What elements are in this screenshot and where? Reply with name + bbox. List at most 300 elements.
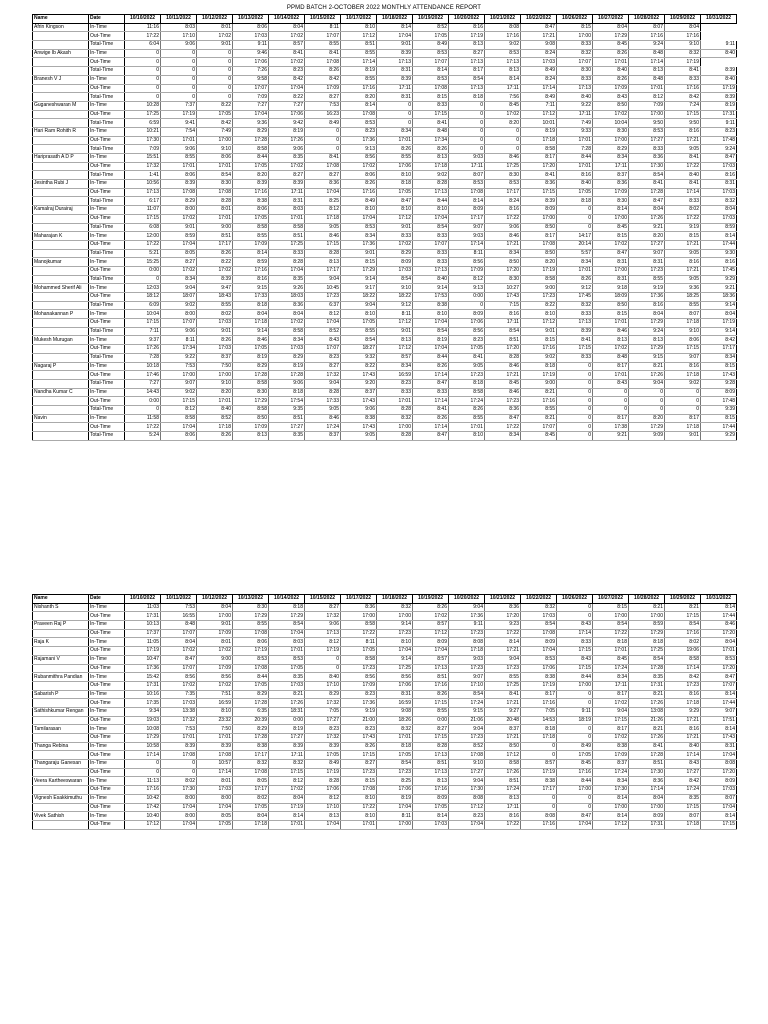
time-cell: 10:45: [305, 284, 341, 293]
time-cell: 8:53: [449, 180, 485, 189]
time-cell: 0: [521, 742, 557, 751]
time-cell: 8:32: [377, 725, 413, 734]
time-cell: 7:37: [161, 101, 197, 110]
row-type-label: In-Time: [89, 101, 125, 110]
row-type-label: Out-Time: [89, 293, 125, 302]
name-cell: [33, 751, 89, 760]
time-cell: 8:57: [269, 41, 305, 50]
time-cell: 8:18: [269, 603, 305, 612]
time-cell: 9:03: [449, 154, 485, 163]
time-cell: 17:03: [197, 345, 233, 354]
time-cell: 8:16: [665, 690, 701, 699]
time-cell: 8:41: [305, 49, 341, 58]
time-cell: 8:44: [233, 154, 269, 163]
time-cell: 8:17: [593, 362, 629, 371]
time-cell: 8:44: [557, 777, 593, 786]
time-cell: 17:18: [665, 699, 701, 708]
time-cell: 17:16: [665, 629, 701, 638]
time-cell: 8:52: [449, 742, 485, 751]
row-type-label: Total-Time: [89, 171, 125, 180]
time-cell: 8:58: [161, 414, 197, 423]
time-cell: 8:53: [629, 127, 665, 136]
time-cell: 8:58: [449, 388, 485, 397]
time-cell: 8:58: [233, 145, 269, 154]
time-cell: 17:13: [413, 768, 449, 777]
time-cell: 13:08: [629, 707, 665, 716]
date-header: 10/20/2022: [449, 595, 485, 604]
time-cell: 17:28: [233, 699, 269, 708]
time-cell: 17:28: [629, 188, 665, 197]
table-row: [33, 734, 737, 743]
time-cell: 17:24: [449, 699, 485, 708]
employee-name: Hari Ram Rohith R: [33, 127, 89, 136]
table-row: [33, 258, 737, 267]
time-cell: 21:00: [341, 716, 377, 725]
time-cell: 17:03: [197, 319, 233, 328]
time-cell: 0:00: [449, 293, 485, 302]
time-cell: 17:01: [557, 266, 593, 275]
time-cell: 0: [197, 84, 233, 93]
table-row: [33, 110, 737, 119]
table-row: [33, 49, 737, 58]
table-row: [33, 794, 737, 803]
time-cell: 9:35: [269, 405, 305, 414]
time-cell: 8:47: [593, 249, 629, 258]
time-cell: 8:23: [341, 127, 377, 136]
time-cell: 17:31: [629, 681, 665, 690]
time-cell: 8:48: [629, 75, 665, 84]
time-cell: 17:28: [629, 664, 665, 673]
time-cell: 17:28: [233, 371, 269, 380]
time-cell: 17:22: [341, 629, 377, 638]
time-cell: 0: [125, 760, 161, 769]
time-cell: 17:09: [593, 751, 629, 760]
time-cell: 8:09: [521, 638, 557, 647]
time-cell: 8:33: [665, 197, 701, 206]
time-cell: 8:04: [701, 206, 737, 215]
time-cell: 8:12: [305, 206, 341, 215]
time-cell: 8:19: [521, 127, 557, 136]
time-cell: 0: [665, 388, 701, 397]
name-cell: [33, 223, 89, 232]
table-row: [33, 32, 737, 41]
time-cell: 8:32: [377, 414, 413, 423]
time-cell: 8:33: [377, 232, 413, 241]
time-cell: 17:04: [377, 32, 413, 41]
time-cell: 8:34: [377, 127, 413, 136]
time-cell: 18:07: [161, 293, 197, 302]
time-cell: 8:06: [341, 171, 377, 180]
time-cell: 17:18: [233, 820, 269, 829]
time-cell: 17:05: [233, 681, 269, 690]
time-cell: 8:13: [629, 336, 665, 345]
time-cell: 9:36: [665, 284, 701, 293]
time-cell: 17:00: [197, 371, 233, 380]
time-cell: 8:32: [233, 760, 269, 769]
row-type-label: Total-Time: [89, 405, 125, 414]
time-cell: 8:14: [701, 232, 737, 241]
time-cell: 17:10: [305, 803, 341, 812]
time-cell: 17:12: [341, 32, 377, 41]
time-cell: 17:21: [485, 734, 521, 743]
time-cell: 17:16: [125, 786, 161, 795]
time-cell: 18:25: [665, 293, 701, 302]
name-cell: [33, 214, 89, 223]
time-cell: 8:41: [413, 405, 449, 414]
time-cell: 8:37: [197, 353, 233, 362]
time-cell: 17:14: [665, 751, 701, 760]
time-cell: 9:47: [197, 284, 233, 293]
time-cell: 8:14: [485, 638, 521, 647]
time-cell: 8:55: [341, 75, 377, 84]
time-cell: 12:00: [125, 232, 161, 241]
table-row: [33, 240, 737, 249]
time-cell: 9:29: [701, 432, 737, 441]
time-cell: 8:54: [341, 336, 377, 345]
time-cell: 8:16: [665, 362, 701, 371]
time-cell: 8:58: [233, 405, 269, 414]
time-cell: 8:07: [665, 812, 701, 821]
time-cell: 17:11: [485, 84, 521, 93]
time-cell: 8:45: [485, 379, 521, 388]
time-cell: 9:18: [593, 284, 629, 293]
time-cell: 8:36: [629, 777, 665, 786]
time-cell: 8:09: [449, 206, 485, 215]
table-row: [33, 414, 737, 423]
time-cell: 11:07: [125, 206, 161, 215]
time-cell: 8:54: [197, 171, 233, 180]
time-cell: 8:28: [413, 180, 449, 189]
time-cell: 17:06: [521, 664, 557, 673]
row-type-label: In-Time: [89, 760, 125, 769]
time-cell: 8:21: [521, 414, 557, 423]
time-cell: 17:19: [233, 647, 269, 656]
time-cell: 17:18: [665, 423, 701, 432]
time-cell: 17:13: [557, 319, 593, 328]
time-cell: 17:19: [665, 58, 701, 67]
time-cell: 8:58: [341, 655, 377, 664]
time-cell: 8:40: [665, 171, 701, 180]
time-cell: 8:22: [197, 101, 233, 110]
time-cell: 17:02: [413, 612, 449, 621]
time-cell: 8:10: [521, 310, 557, 319]
time-cell: 8:14: [701, 725, 737, 734]
time-cell: 17:02: [593, 699, 629, 708]
time-cell: 8:21: [629, 690, 665, 699]
time-cell: 8:16: [665, 725, 701, 734]
time-cell: 17:08: [233, 664, 269, 673]
name-cell: [33, 162, 89, 171]
time-cell: 8:41: [449, 353, 485, 362]
time-cell: 8:15: [521, 336, 557, 345]
time-cell: 8:10: [413, 206, 449, 215]
time-cell: 8:33: [413, 101, 449, 110]
time-cell: 17:13: [305, 629, 341, 638]
employee-name: Rajamani V: [33, 655, 89, 664]
time-cell: 8:10: [341, 310, 377, 319]
time-cell: 17:04: [269, 629, 305, 638]
time-cell: 17:16: [341, 84, 377, 93]
time-cell: 8:22: [197, 258, 233, 267]
time-cell: 8:26: [413, 690, 449, 699]
time-cell: 8:34: [593, 673, 629, 682]
time-cell: 8:04: [233, 310, 269, 319]
time-cell: 17:32: [305, 612, 341, 621]
row-type-label: Out-Time: [89, 162, 125, 171]
time-cell: 8:21: [269, 690, 305, 699]
time-cell: 8:33: [413, 258, 449, 267]
time-cell: 8:14: [413, 67, 449, 76]
time-cell: 8:10: [341, 23, 377, 32]
time-cell: 8:40: [413, 275, 449, 284]
time-cell: 17:02: [161, 681, 197, 690]
name-cell: [33, 41, 89, 50]
time-cell: 8:51: [269, 232, 305, 241]
time-cell: 8:51: [413, 760, 449, 769]
time-cell: 8:19: [233, 353, 269, 362]
time-cell: 17:00: [341, 612, 377, 621]
table-row: [33, 690, 737, 699]
time-cell: 10:21: [125, 127, 161, 136]
table-row: [33, 353, 737, 362]
time-cell: 7:05: [521, 707, 557, 716]
time-cell: 8:34: [701, 353, 737, 362]
row-type-label: In-Time: [89, 655, 125, 664]
time-cell: 8:15: [593, 310, 629, 319]
table-row: [33, 760, 737, 769]
time-cell: 17:11: [485, 803, 521, 812]
time-cell: 8:14: [449, 197, 485, 206]
time-cell: 17:46: [125, 371, 161, 380]
time-cell: 17:12: [377, 214, 413, 223]
row-type-label: Total-Time: [89, 301, 125, 310]
time-cell: 9:05: [665, 145, 701, 154]
time-cell: 8:18: [377, 742, 413, 751]
time-cell: 8:15: [593, 603, 629, 612]
time-cell: 17:15: [665, 612, 701, 621]
time-cell: 0: [161, 58, 197, 67]
time-cell: 17:12: [377, 319, 413, 328]
time-cell: 9:04: [449, 603, 485, 612]
time-cell: 8:14: [593, 794, 629, 803]
employee-name: Guganeshwaran M: [33, 101, 89, 110]
time-cell: 0: [125, 768, 161, 777]
time-cell: 15:25: [125, 258, 161, 267]
time-cell: 8:47: [701, 154, 737, 163]
time-cell: 17:26: [629, 371, 665, 380]
time-cell: 8:01: [197, 206, 233, 215]
time-cell: 0: [449, 301, 485, 310]
time-cell: 8:50: [485, 258, 521, 267]
time-cell: 8:11: [449, 249, 485, 258]
time-cell: 8:20: [485, 119, 521, 128]
time-cell: 0: [665, 397, 701, 406]
time-cell: 17:18: [305, 214, 341, 223]
time-cell: 8:54: [629, 655, 665, 664]
time-cell: 17:16: [413, 786, 449, 795]
time-cell: 17:04: [305, 820, 341, 829]
time-cell: 8:46: [233, 336, 269, 345]
time-cell: 9:10: [377, 284, 413, 293]
time-cell: 8:18: [557, 197, 593, 206]
table-row: [33, 638, 737, 647]
time-cell: 8:12: [305, 638, 341, 647]
date-header: 10/14/2022: [269, 595, 305, 604]
time-cell: 8:10: [377, 171, 413, 180]
time-cell: 17:03: [413, 820, 449, 829]
time-cell: 8:34: [341, 232, 377, 241]
time-cell: 0: [305, 127, 341, 136]
time-cell: 10:42: [125, 794, 161, 803]
time-cell: 17:10: [449, 681, 485, 690]
time-cell: 8:04: [629, 794, 665, 803]
time-cell: 8:41: [305, 154, 341, 163]
time-cell: 8:02: [197, 310, 233, 319]
time-cell: 8:33: [557, 75, 593, 84]
time-cell: 8:16: [233, 275, 269, 284]
time-cell: 9:04: [449, 725, 485, 734]
time-cell: 8:04: [701, 638, 737, 647]
employee-name: Afrin Kingson: [33, 23, 89, 32]
time-cell: 9:00: [197, 655, 233, 664]
time-cell: 9:14: [233, 327, 269, 336]
employee-name: Nagaraj P: [33, 362, 89, 371]
time-cell: 9:33: [557, 127, 593, 136]
time-cell: 17:16: [233, 266, 269, 275]
time-cell: 7:26: [233, 67, 269, 76]
time-cell: 17:01: [197, 397, 233, 406]
table-row: [33, 397, 737, 406]
time-cell: 9:11: [701, 119, 737, 128]
time-cell: 17:16: [557, 768, 593, 777]
time-cell: 17:18: [665, 820, 701, 829]
time-cell: 17:01: [593, 58, 629, 67]
time-cell: 9:21: [629, 223, 665, 232]
time-cell: 17:18: [413, 162, 449, 171]
time-cell: 17:07: [305, 32, 341, 41]
time-cell: 10:28: [125, 101, 161, 110]
time-cell: 8:19: [377, 794, 413, 803]
time-cell: 6:35: [233, 707, 269, 716]
time-cell: 8:41: [557, 336, 593, 345]
time-cell: 7:09: [125, 145, 161, 154]
time-cell: 8:45: [593, 41, 629, 50]
time-cell: 17:21: [521, 32, 557, 41]
time-cell: 17:31: [125, 612, 161, 621]
name-cell: [33, 67, 89, 76]
table-row: [33, 154, 737, 163]
table-row: [33, 379, 737, 388]
time-cell: 8:30: [197, 180, 233, 189]
time-cell: 8:55: [341, 49, 377, 58]
time-cell: 10:47: [125, 655, 161, 664]
time-cell: 8:48: [629, 49, 665, 58]
time-cell: 8:07: [449, 171, 485, 180]
time-cell: 17:11: [269, 188, 305, 197]
time-cell: 8:29: [593, 145, 629, 154]
time-cell: 8:16: [629, 301, 665, 310]
time-cell: 8:16: [557, 171, 593, 180]
time-cell: 8:27: [305, 603, 341, 612]
time-cell: 17:02: [269, 162, 305, 171]
time-cell: 8:39: [197, 742, 233, 751]
time-cell: 8:44: [413, 197, 449, 206]
time-cell: 0: [557, 725, 593, 734]
time-cell: 0:00: [125, 397, 161, 406]
table-row: [33, 803, 737, 812]
time-cell: 9:50: [629, 119, 665, 128]
time-cell: 8:45: [593, 223, 629, 232]
time-cell: 17:31: [629, 820, 665, 829]
time-cell: 8:07: [629, 23, 665, 32]
time-cell: 8:51: [485, 336, 521, 345]
time-cell: 7:53: [305, 101, 341, 110]
time-cell: 8:06: [161, 171, 197, 180]
time-cell: 17:06: [233, 58, 269, 67]
employee-name: Sathishkumar Rengan: [33, 707, 89, 716]
time-cell: 17:20: [485, 612, 521, 621]
time-cell: 17:22: [485, 820, 521, 829]
name-cell: [33, 93, 89, 102]
time-cell: 8:18: [449, 93, 485, 102]
time-cell: 8:36: [593, 180, 629, 189]
time-cell: 17:06: [269, 110, 305, 119]
time-cell: 9:20: [341, 379, 377, 388]
time-cell: 8:39: [557, 327, 593, 336]
time-cell: 7:28: [125, 353, 161, 362]
time-cell: 0: [629, 388, 665, 397]
time-cell: 17:02: [197, 32, 233, 41]
row-type-label: Out-Time: [89, 664, 125, 673]
time-cell: 8:13: [377, 336, 413, 345]
time-cell: 8:26: [593, 49, 629, 58]
time-cell: 9:17: [341, 284, 377, 293]
time-cell: 8:52: [305, 327, 341, 336]
time-cell: 8:09: [413, 794, 449, 803]
time-cell: 8:55: [629, 275, 665, 284]
time-cell: 8:13: [233, 432, 269, 441]
time-cell: 17:09: [197, 664, 233, 673]
time-cell: 17:07: [161, 664, 197, 673]
name-cell: [33, 84, 89, 93]
time-cell: 0: [125, 58, 161, 67]
time-cell: 8:30: [485, 171, 521, 180]
time-cell: 8:54: [377, 760, 413, 769]
employee-name: Mukesh Murugan: [33, 336, 89, 345]
time-cell: 17:00: [557, 681, 593, 690]
time-cell: 8:13: [305, 258, 341, 267]
name-cell: [33, 612, 89, 621]
time-cell: 17:04: [305, 188, 341, 197]
time-cell: 17:07: [305, 345, 341, 354]
time-cell: 0: [485, 136, 521, 145]
time-cell: 8:33: [629, 145, 665, 154]
employee-name: Kamalraj Durairaj: [33, 206, 89, 215]
time-cell: 17:36: [449, 612, 485, 621]
time-cell: 17:03: [521, 58, 557, 67]
table-row: [33, 284, 737, 293]
row-type-label: In-Time: [89, 690, 125, 699]
time-cell: 17:16: [665, 84, 701, 93]
name-cell: [33, 327, 89, 336]
time-cell: 8:53: [485, 180, 521, 189]
time-cell: 1:41: [125, 171, 161, 180]
time-cell: 8:15: [341, 777, 377, 786]
time-cell: 0: [485, 127, 521, 136]
time-cell: 17:07: [161, 629, 197, 638]
time-cell: 8:18: [449, 379, 485, 388]
time-cell: 17:23: [377, 768, 413, 777]
